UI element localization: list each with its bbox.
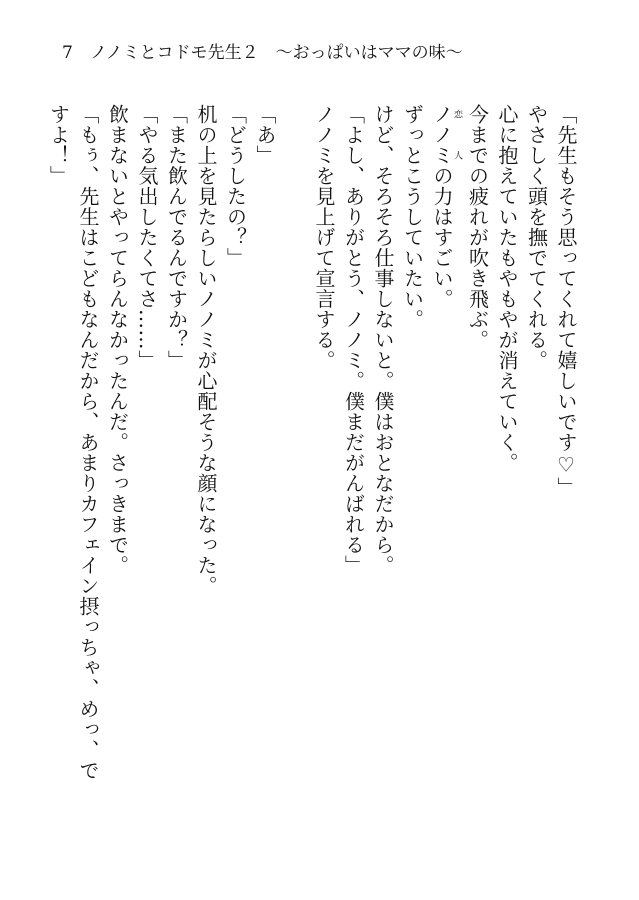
text-line-3: 心に抱えていたもやもやが消えていく。 bbox=[495, 104, 519, 473]
ruby-annotation bbox=[430, 104, 462, 166]
blank-line bbox=[279, 104, 309, 794]
text-line-7: けど、そろそろ仕事しないと。僕はおとなだから。 bbox=[371, 104, 395, 576]
page-number: 7 bbox=[62, 43, 73, 63]
vertical-body-text bbox=[46, 104, 580, 794]
text-line-4: 今までの疲れが吹き飛ぶ。 bbox=[465, 104, 490, 350]
text-line-12: 机の上を見たらしいノノミが心配そうな顔になった。 bbox=[194, 104, 218, 596]
ruby-reading: 恋 人 bbox=[452, 104, 462, 166]
chapter-title: ノノミとコドモ先生２ 〜おっぱいはママの味〜 bbox=[90, 43, 463, 63]
text-line-15: 飲まないとやってらんなかったんだ。さっきまで。 bbox=[105, 104, 130, 576]
running-header bbox=[62, 40, 463, 66]
text-line-16: 「もぅ、先生はこどもなんだから、あまりカフェイン摂っちゃ、めっ、ですよ！」 bbox=[46, 104, 100, 781]
text-line-6: ずっとこうしていたい。 bbox=[400, 104, 425, 330]
text-line-11: 「どうしたの？」 bbox=[223, 104, 248, 268]
text-line-1: 「先生もそう思ってくれて嬉しいです♡」 bbox=[554, 104, 578, 498]
text-line-10: 「あ」 bbox=[253, 104, 277, 166]
ruby-base: ノノミ bbox=[430, 104, 454, 166]
text-line-2: やさしく頭を撫でてくれる。 bbox=[524, 104, 549, 371]
text-line-8: 「よし、ありがとう、ノノミ。僕まだがんばれる」 bbox=[341, 104, 366, 576]
text-line-14: 「やる気出したくてさ……」 bbox=[135, 104, 159, 371]
text-line-9: ノノミを見上げて宣言する。 bbox=[312, 104, 336, 371]
text-line-5 bbox=[427, 104, 463, 794]
text-line-13: 「また飲んでるんですか？」 bbox=[164, 104, 189, 371]
text-line-5-rest: の力はすごい。 bbox=[430, 165, 454, 309]
